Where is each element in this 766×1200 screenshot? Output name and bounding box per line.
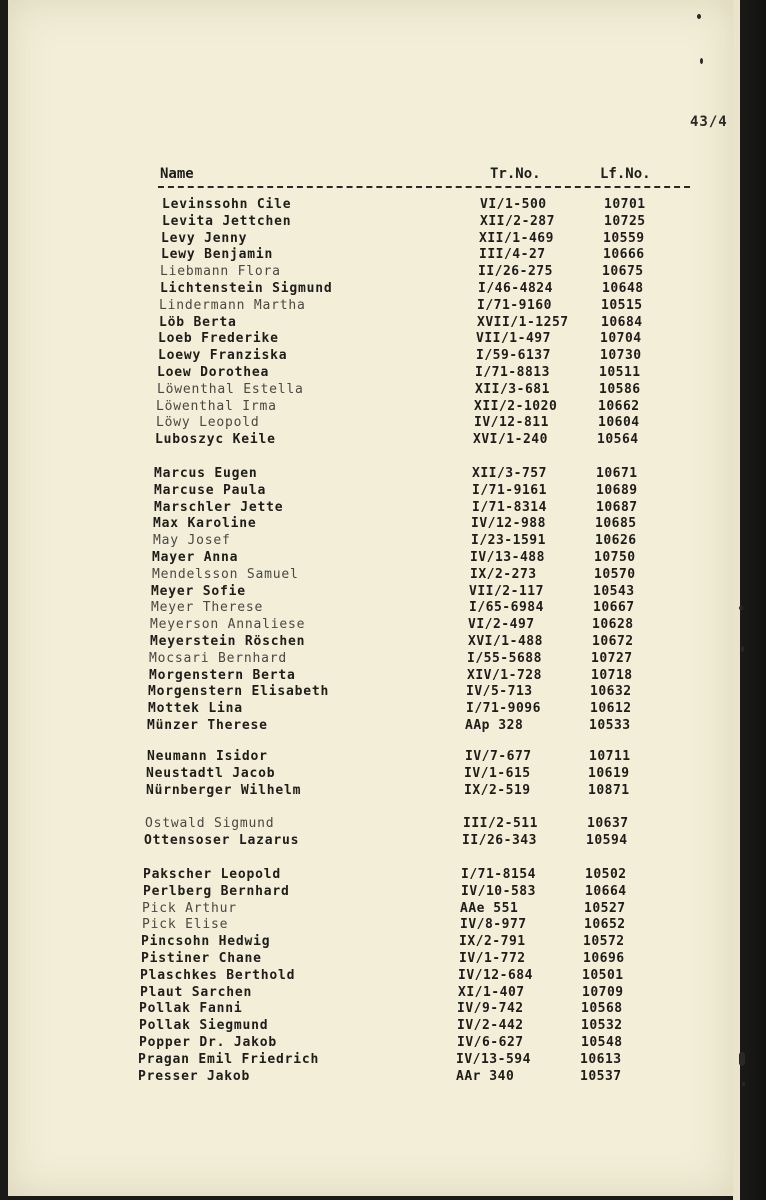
person-name: Löwenthal Estella: [157, 381, 304, 397]
list-number: 10730: [600, 348, 642, 364]
list-number: 10671: [596, 466, 638, 481]
person-name: Marcus Eugen: [154, 466, 258, 481]
list-row: [0, 280, 766, 297]
list-number: 10871: [588, 782, 630, 798]
list-number: 10594: [586, 832, 628, 848]
list-row: [0, 213, 766, 230]
list-row: [0, 916, 766, 933]
transport-number: IX/2-519: [464, 782, 531, 798]
list-number: 10672: [592, 634, 634, 649]
list-number: 10689: [596, 482, 638, 498]
list-row: [0, 465, 766, 482]
list-number: 10711: [589, 749, 631, 764]
person-name: Levita Jettchen: [162, 213, 292, 229]
list-row: [0, 566, 766, 583]
scan-speck: [697, 14, 701, 19]
person-name: Plaschkes Berthold: [140, 967, 296, 983]
person-name: Max Karoline: [153, 516, 257, 532]
list-row: [0, 650, 766, 667]
transport-number: AAe 551: [460, 900, 519, 916]
list-number: 10570: [594, 566, 636, 582]
person-name: Loeb Frederike: [158, 331, 279, 347]
person-name: Mendelsson Samuel: [152, 566, 299, 582]
transport-number: IV/1-615: [464, 765, 531, 781]
transport-number: VI/2-497: [468, 617, 535, 633]
list-row: [0, 230, 766, 247]
list-number: 10687: [596, 499, 638, 515]
transport-number: IV/13-488: [470, 550, 545, 565]
person-name: Lewy Benjamin: [161, 247, 274, 263]
transport-number: AAp 328: [465, 718, 524, 733]
list-row: [0, 246, 766, 263]
list-row: [0, 196, 766, 213]
person-name: Münzer Therese: [147, 718, 268, 733]
transport-number: VII/1-497: [476, 331, 551, 347]
transport-number: IV/10-583: [461, 883, 536, 899]
list-row: [0, 832, 766, 849]
list-number: 10684: [601, 314, 643, 330]
list-row: [0, 263, 766, 280]
transport-number: XI/1-407: [458, 984, 525, 1000]
list-row: [0, 1068, 766, 1085]
transport-number: XII/2-287: [480, 213, 555, 229]
list-row: [0, 717, 766, 734]
person-name: Meyer Sofie: [151, 583, 246, 599]
transport-number: XII/3-757: [472, 466, 547, 481]
list-number: 10664: [585, 883, 627, 899]
list-row: [0, 583, 766, 600]
list-number: 10559: [603, 230, 645, 246]
person-name: Pakscher Leopold: [143, 867, 282, 882]
list-number: 10568: [581, 1001, 623, 1017]
person-name: Löwy Leopold: [156, 415, 260, 431]
transport-number: III/2-511: [463, 816, 538, 831]
list-row: [0, 933, 766, 950]
list-row: [0, 347, 766, 364]
list-row: [0, 1034, 766, 1051]
transport-number: I/65-6984: [469, 600, 544, 616]
list-row: [0, 330, 766, 347]
list-number: 10696: [583, 951, 625, 966]
person-name: Nürnberger Wilhelm: [146, 782, 302, 798]
list-number: 10543: [593, 583, 635, 599]
transport-number: IV/2-442: [457, 1018, 524, 1034]
person-name: Levinssohn Cile: [162, 197, 292, 212]
person-name: Levy Jenny: [161, 230, 248, 246]
person-name: Pragan Emil Friedrich: [138, 1051, 320, 1067]
person-name: Pick Arthur: [142, 900, 237, 916]
list-row: [0, 398, 766, 415]
column-header-lf-no: Lf.No.: [600, 166, 651, 182]
transport-number: XVI/1-240: [473, 432, 548, 448]
column-header-tr-no: Tr.No.: [490, 166, 541, 182]
list-number: 10604: [598, 415, 640, 431]
person-name: Marschler Jette: [154, 499, 284, 515]
list-row: [0, 984, 766, 1001]
transport-number: I/46-4824: [478, 281, 553, 296]
list-number: 10632: [590, 684, 632, 700]
person-name: Mocsari Bernhard: [149, 650, 288, 666]
list-row: [0, 748, 766, 765]
transport-number: I/71-9161: [472, 482, 547, 498]
transport-number: XIV/1-728: [467, 667, 542, 683]
person-name: Morgenstern Berta: [149, 667, 296, 683]
transport-number: IX/2-273: [470, 566, 537, 582]
list-number: 10626: [595, 533, 637, 549]
person-name: Mayer Anna: [152, 550, 239, 565]
person-name: Pistiner Chane: [141, 951, 262, 966]
list-number: 10628: [592, 617, 634, 633]
person-name: Meyer Therese: [151, 600, 264, 616]
transport-number: IV/8-977: [460, 917, 527, 933]
list-number: 10701: [604, 197, 646, 212]
person-name: Marcuse Paula: [154, 482, 267, 498]
list-row: [0, 381, 766, 398]
transport-number: IV/12-811: [474, 415, 549, 431]
transport-number: XVI/1-488: [468, 634, 543, 649]
transport-number: IV/7-677: [465, 749, 532, 764]
list-row: [0, 765, 766, 782]
list-row: [0, 515, 766, 532]
person-name: Popper Dr. Jakob: [139, 1035, 278, 1050]
person-name: Löb Berta: [159, 314, 237, 330]
transport-number: II/26-343: [462, 832, 537, 848]
list-row: [0, 700, 766, 717]
person-name: Presser Jakob: [138, 1068, 251, 1084]
list-row: [0, 431, 766, 448]
list-row: [0, 967, 766, 984]
person-name: May Josef: [153, 533, 231, 549]
list-number: 10572: [583, 934, 625, 950]
transport-number: IV/12-988: [471, 516, 546, 532]
list-number: 10613: [580, 1051, 622, 1067]
person-name: Pollak Fanni: [139, 1001, 243, 1017]
list-row: [0, 616, 766, 633]
list-row: [0, 414, 766, 431]
scan-speck: [742, 1082, 745, 1086]
list-row: [0, 1051, 766, 1068]
list-row: [0, 297, 766, 314]
transport-number: VI/1-500: [480, 197, 547, 212]
list-number: 10718: [591, 667, 633, 683]
person-name: Perlberg Bernhard: [143, 883, 290, 899]
list-row: [0, 549, 766, 566]
list-number: 10704: [600, 331, 642, 347]
person-name: Loew Dorothea: [157, 365, 270, 380]
page-number: 43/4: [690, 114, 728, 130]
person-name: Pick Elise: [142, 917, 229, 933]
person-name: Mottek Lina: [148, 701, 243, 717]
list-row: [0, 866, 766, 883]
transport-number: I/71-9096: [466, 701, 541, 717]
list-row: [0, 1017, 766, 1034]
list-number: 10501: [582, 967, 624, 983]
transport-number: IV/13-594: [456, 1051, 531, 1067]
transport-number: IV/12-684: [458, 967, 533, 983]
scan-speck: [741, 646, 744, 652]
list-row: [0, 815, 766, 832]
list-row: [0, 314, 766, 331]
list-number: 10527: [584, 900, 626, 916]
list-number: 10648: [602, 281, 644, 296]
list-number: 10612: [590, 701, 632, 717]
list-number: 10537: [580, 1068, 622, 1084]
list-row: [0, 599, 766, 616]
list-number: 10564: [597, 432, 639, 448]
transport-number: IX/2-791: [459, 934, 526, 950]
transport-number: IV/1-772: [459, 951, 526, 966]
transport-number: I/71-9160: [477, 297, 552, 313]
list-row: [0, 667, 766, 684]
transport-number: XII/2-1020: [474, 398, 558, 414]
person-name: Neumann Isidor: [147, 749, 268, 764]
person-name: Meyerson Annaliese: [150, 617, 306, 633]
person-name: Lichtenstein Sigmund: [160, 281, 333, 296]
person-name: Ostwald Sigmund: [145, 816, 275, 831]
list-number: 10502: [585, 867, 627, 882]
scan-speck: [739, 606, 743, 610]
transport-number: XII/1-469: [479, 230, 554, 246]
list-number: 10532: [581, 1018, 623, 1034]
list-number: 10511: [599, 365, 641, 380]
list-row: [0, 782, 766, 799]
list-row: [0, 900, 766, 917]
list-number: 10685: [595, 516, 637, 532]
transport-number: XII/3-681: [475, 381, 550, 397]
list-number: 10586: [599, 381, 641, 397]
person-name: Pincsohn Hedwig: [141, 934, 271, 950]
list-number: 10637: [587, 816, 629, 831]
list-row: [0, 499, 766, 516]
transport-number: III/4-27: [479, 247, 546, 263]
transport-number: I/71-8154: [461, 867, 536, 882]
list-number: 10619: [588, 765, 630, 781]
transport-number: IV/5-713: [466, 684, 533, 700]
list-row: [0, 950, 766, 967]
list-number: 10515: [601, 297, 643, 313]
list-number: 10675: [602, 264, 644, 280]
list-number: 10709: [582, 984, 624, 1000]
transport-number: VII/2-117: [469, 583, 544, 599]
transport-number: XVII/1-1257: [477, 314, 569, 330]
scan-speck: [739, 1052, 745, 1066]
person-name: Meyerstein Röschen: [150, 634, 306, 649]
scan-speck: [700, 58, 703, 64]
transport-number: IV/9-742: [457, 1001, 524, 1017]
list-row: [0, 633, 766, 650]
list-row: [0, 883, 766, 900]
transport-number: AAr 340: [456, 1068, 515, 1084]
list-row: [0, 482, 766, 499]
list-number: 10548: [581, 1035, 623, 1050]
list-row: [0, 364, 766, 381]
person-name: Löwenthal Irma: [156, 398, 277, 414]
person-name: Ottensoser Lazarus: [144, 832, 300, 848]
person-name: Liebmann Flora: [160, 264, 281, 280]
list-number: 10750: [594, 550, 636, 565]
person-name: Morgenstern Elisabeth: [148, 684, 330, 700]
person-name: Neustadtl Jacob: [146, 765, 276, 781]
transport-number: I/23-1591: [471, 533, 546, 549]
transport-number: I/59-6137: [476, 348, 551, 364]
list-number: 10727: [591, 650, 633, 666]
transport-number: I/71-8813: [475, 365, 550, 380]
column-header-name: Name: [160, 166, 194, 182]
list-row: [0, 683, 766, 700]
person-name: Loewy Franziska: [158, 348, 288, 364]
list-number: 10533: [589, 718, 631, 733]
list-number: 10725: [604, 213, 646, 229]
list-number: 10666: [603, 247, 645, 263]
list-number: 10662: [598, 398, 640, 414]
transport-number: I/55-5688: [467, 650, 542, 666]
list-row: [0, 532, 766, 549]
list-row: [0, 1000, 766, 1017]
person-name: Plaut Sarchen: [140, 984, 253, 1000]
transport-number: I/71-8314: [472, 499, 547, 515]
person-name: Pollak Siegmund: [139, 1018, 269, 1034]
transport-number: IV/6-627: [457, 1035, 524, 1050]
list-number: 10652: [584, 917, 626, 933]
person-name: Lindermann Martha: [159, 297, 306, 313]
transport-number: II/26-275: [478, 264, 553, 280]
list-number: 10667: [593, 600, 635, 616]
person-name: Luboszyc Keile: [155, 432, 276, 448]
